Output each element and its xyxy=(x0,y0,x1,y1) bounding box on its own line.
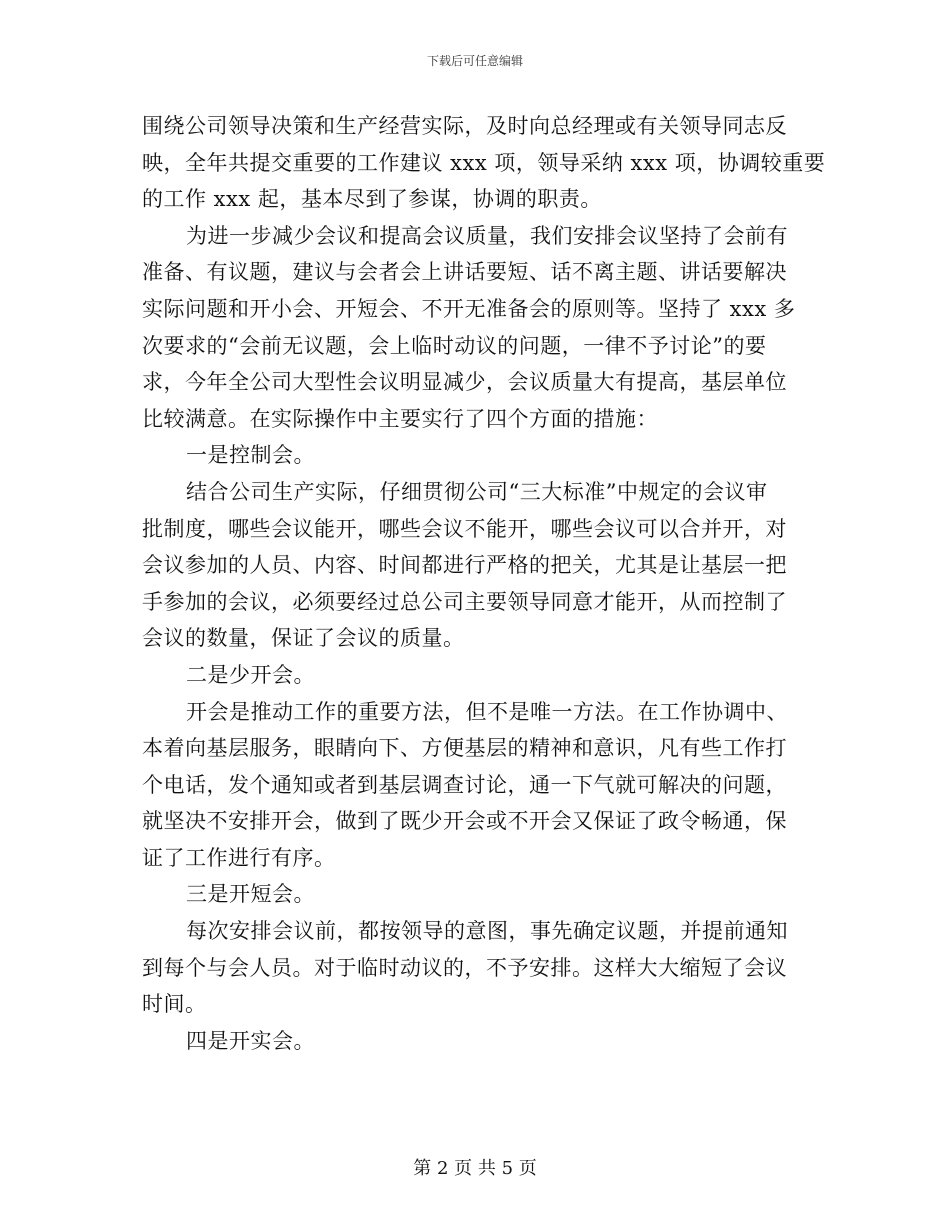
body-line: 结合公司生产实际，仔细贯彻公司“三大标准”中规定的会议审 xyxy=(186,479,768,504)
body-line: 映，全年共提交重要的工作建议 xxx 项，领导采纳 xxx 项，协调较重要 xyxy=(142,150,826,175)
body-line: 二是少开会。 xyxy=(186,662,315,687)
body-line: 手参加的会议，必须要经过总公司主要领导同意才能开，从而控制了 xyxy=(142,589,787,614)
document-body xyxy=(142,108,826,1059)
body-line: 批制度，哪些会议能开，哪些会议不能开，哪些会议可以合并开，对 xyxy=(142,516,787,541)
body-line: 证了工作进行有序。 xyxy=(142,845,336,870)
page-header-note: 下载后可任意编辑 xyxy=(426,54,523,68)
body-line: 就坚决不安排开会，做到了既少开会或不开会又保证了政令畅通，保 xyxy=(142,809,787,834)
body-line: 会议参加的人员、内容、时间都进行严格的把关，尤其是让基层一把 xyxy=(142,553,787,578)
body-line: 四是开实会。 xyxy=(186,1028,315,1053)
body-line: 每次安排会议前，都按领导的意图，事先确定议题，并提前通知 xyxy=(186,919,788,944)
body-line: 的工作 xxx 起，基本尽到了参谋，协调的职责。 xyxy=(142,187,602,212)
body-line: 到每个与会人员。对于临时动议的，不予安排。这样大大缩短了会议 xyxy=(142,955,787,980)
body-line: 准备、有议题，建议与会者会上讲话要短、话不离主题、讲话要解决 xyxy=(142,260,787,285)
page-number-footer: 第 2 页 共 5 页 xyxy=(413,1158,537,1179)
body-line: 会议的数量，保证了会议的质量。 xyxy=(142,626,465,651)
body-line: 三是开短会。 xyxy=(186,882,315,907)
body-line: 围绕公司领导决策和生产经营实际，及时向总经理或有关领导同志反 xyxy=(142,114,787,138)
body-line: 求，今年全公司大型性会议明显减少，会议质量大有提高，基层单位 xyxy=(142,370,787,395)
body-line: 本着向基层服务，眼睛向下、方便基层的精神和意识，凡有些工作打 xyxy=(142,736,787,761)
body-line: 一是控制会。 xyxy=(186,443,315,468)
body-line: 开会是推动工作的重要方法，但不是唯一方法。在工作协调中、 xyxy=(186,699,788,724)
body-line: 实际问题和开小会、开短会、不开无准备会的原则等。坚持了 xxx 多 xyxy=(142,296,796,321)
body-line: 为进一步减少会议和提高会议质量，我们安排会议坚持了会前有 xyxy=(186,223,788,248)
body-line: 个电话，发个通知或者到基层调查讨论，通一下气就可解决的问题， xyxy=(142,772,787,797)
body-line: 时间。 xyxy=(142,992,207,1017)
body-line: 次要求的“会前无议题，会上临时动议的问题，一律不予讨论”的要 xyxy=(142,333,767,358)
body-line: 比较满意。在实际操作中主要实行了四个方面的措施： xyxy=(142,406,658,431)
